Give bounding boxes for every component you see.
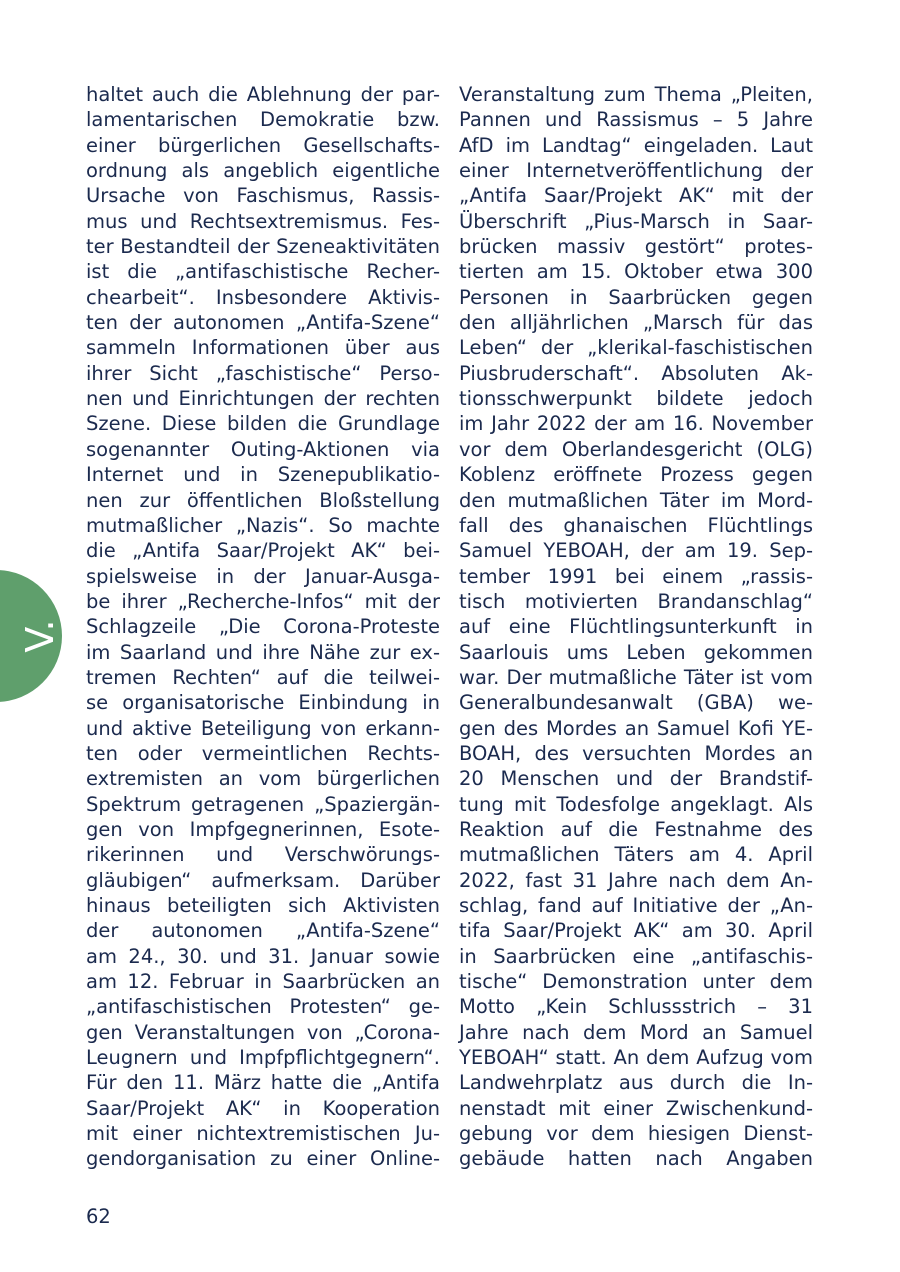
text-line: Schlagzeile „Die Corona-Proteste <box>86 615 440 639</box>
text-line: einer bürgerlichen Gesellschafts- <box>86 133 440 157</box>
text-line: Landwehrplatz aus durch die In- <box>459 1071 813 1095</box>
text-line: Generalbundesanwalt (GBA) we- <box>459 691 813 715</box>
text-line: gen von Impfgegnerinnen, Esote- <box>86 817 440 841</box>
text-line: in Saarbrücken eine „antifaschis- <box>459 944 813 968</box>
text-line: vor dem Oberlandesgericht (OLG) <box>459 437 813 461</box>
text-line: Szene. Diese bilden die Grundlage <box>86 412 440 436</box>
text-line: BOAH, des versuchten Mordes an <box>459 741 813 765</box>
text-line: tung mit Todesfolge angeklagt. Als <box>459 792 813 816</box>
text-line: tisch motivierten Brandanschlag“ <box>459 589 813 613</box>
text-line: mutmaßlichen Täters am 4. April <box>459 843 813 867</box>
text-line: ten der autonomen „Antifa-Szene“ <box>86 311 440 335</box>
text-line: Samuel YEBOAH, der am 19. Sep- <box>459 539 813 563</box>
text-line: YEBOAH“ statt. An dem Aufzug vom <box>459 1046 813 1070</box>
text-line: sammeln Informationen über aus <box>86 336 440 360</box>
text-line: Reaktion auf die Festnahme des <box>459 817 813 841</box>
text-line: Personen in Saarbrücken gegen <box>459 285 813 309</box>
section-tab-label: V. <box>18 619 62 653</box>
text-line: Spektrum getragenen „Spaziergän- <box>86 792 440 816</box>
text-line: gebung vor dem hiesigen Dienst- <box>459 1122 813 1146</box>
text-line: gen des Mordes an Samuel Kofi YE- <box>459 716 813 740</box>
text-line: am 24., 30. und 31. Januar sowie <box>86 944 440 968</box>
text-line: „antifaschistischen Protesten“ ge- <box>86 995 440 1019</box>
text-line: mit einer nichtextremistischen Ju- <box>86 1122 440 1146</box>
text-line: fall des ghanaischen Flüchtlings <box>459 513 813 537</box>
text-line: Für den 11. März hatte die „Antifa <box>86 1071 440 1095</box>
text-line: 2022, fast 31 Jahre nach dem An- <box>459 868 813 892</box>
text-line: 20 Menschen und der Brandstif- <box>459 767 813 791</box>
text-line: nen zur öffentlichen Bloßstellung <box>86 488 440 512</box>
text-line: gläubigen“ aufmerksam. Darüber <box>86 868 440 892</box>
text-line: „Antifa Saar/Projekt AK“ mit der <box>459 184 813 208</box>
text-line: Piusbruderschaft“. Absoluten Ak- <box>459 361 813 385</box>
text-line: se organisatorische Einbindung in <box>86 691 440 715</box>
text-line: sogenannter Outing-Aktionen via <box>86 437 440 461</box>
text-line: tionsschwerpunkt bildete jedoch <box>459 387 813 411</box>
text-line: tifa Saar/Projekt AK“ am 30. April <box>459 919 813 943</box>
text-line: war. Der mutmaßliche Täter ist vom <box>459 665 813 689</box>
text-line: der autonomen „Antifa-Szene“ <box>86 919 440 943</box>
text-line: tremen Rechten“ auf die teilwei- <box>86 665 440 689</box>
text-line: Saarlouis ums Leben gekommen <box>459 640 813 664</box>
text-line: mutmaßlicher „Nazis“. So machte <box>86 513 440 537</box>
text-line: Überschrift „Pius-Marsch in Saar- <box>459 209 813 233</box>
text-line: tische“ Demonstration unter dem <box>459 970 813 994</box>
text-line: einer Internetveröffentlichung der <box>459 159 813 183</box>
left-text-column <box>86 82 440 1172</box>
text-line: nenstadt mit einer Zwischenkund- <box>459 1096 813 1120</box>
text-line: Motto „Kein Schlussstrich – 31 <box>459 995 813 1019</box>
text-line: lamentarischen Demokratie bzw. <box>86 108 440 132</box>
text-line: gendorganisation zu einer Online- <box>86 1147 440 1171</box>
text-line: auf eine Flüchtlingsunterkunft in <box>459 615 813 639</box>
text-line: mus und Rechtsextremismus. Fes- <box>86 209 440 233</box>
right-text-column <box>459 82 813 1172</box>
text-line: den alljährlichen „Marsch für das <box>459 311 813 335</box>
text-line: gen Veranstaltungen von „Corona- <box>86 1020 440 1044</box>
text-line: am 12. Februar in Saarbrücken an <box>86 970 440 994</box>
text-line: gebäude hatten nach Angaben <box>459 1147 813 1171</box>
text-line: und aktive Beteiligung von erkann- <box>86 716 440 740</box>
text-line: ter Bestandteil der Szeneaktivitäten <box>86 235 440 259</box>
text-line: haltet auch die Ablehnung der par- <box>86 83 440 106</box>
text-line: nen und Einrichtungen der rechten <box>86 387 440 411</box>
text-line: Koblenz eröffnete Prozess gegen <box>459 463 813 487</box>
text-line: im Saarland und ihre Nähe zur ex- <box>86 640 440 664</box>
text-line: brücken massiv gestört“ protes- <box>459 235 813 259</box>
text-line: Ursache von Faschismus, Rassis- <box>86 184 440 208</box>
text-line: AfD im Landtag“ eingeladen. Laut <box>459 133 813 157</box>
text-line: Leben“ der „klerikal-faschistischen <box>459 336 813 360</box>
text-line: Jahre nach dem Mord an Samuel <box>459 1020 813 1044</box>
page-number: 62 <box>86 1205 111 1228</box>
text-line: ihrer Sicht „faschistische“ Perso- <box>86 361 440 385</box>
text-line: den mutmaßlichen Täter im Mord- <box>459 488 813 512</box>
text-line: die „Antifa Saar/Projekt AK“ bei- <box>86 539 440 563</box>
text-line: im Jahr 2022 der am 16. November <box>459 412 813 436</box>
text-line: spielsweise in der Januar-Ausga- <box>86 564 440 588</box>
text-line: Saar/Projekt AK“ in Kooperation <box>86 1096 440 1120</box>
text-line: hinaus beteiligten sich Aktivisten <box>86 894 440 917</box>
text-line: schlag, fand auf Initiative der „An- <box>459 894 813 917</box>
text-line: be ihrer „Recherche-Infos“ mit der <box>86 589 440 613</box>
text-line: extremisten an vom bürgerlichen <box>86 767 440 791</box>
text-line: Internet und in Szenepublikatio- <box>86 463 440 487</box>
text-line: tierten am 15. Oktober etwa 300 <box>459 260 813 284</box>
text-line: ordnung als angeblich eigentliche <box>86 159 440 183</box>
text-line: chearbeit“. Insbesondere Aktivis- <box>86 285 440 309</box>
text-line: Pannen und Rassismus – 5 Jahre <box>459 108 813 132</box>
text-line: ten oder vermeintlichen Rechts- <box>86 741 440 765</box>
text-line: Veranstaltung zum Thema „Pleiten, <box>459 83 813 106</box>
text-line: Leugnern und Impfpflichtgegnern“. <box>86 1046 440 1070</box>
text-line: rikerinnen und Verschwörungs- <box>86 843 440 867</box>
text-line: tember 1991 bei einem „rassis- <box>459 564 813 588</box>
text-line: ist die „antifaschistische Recher- <box>86 260 440 284</box>
